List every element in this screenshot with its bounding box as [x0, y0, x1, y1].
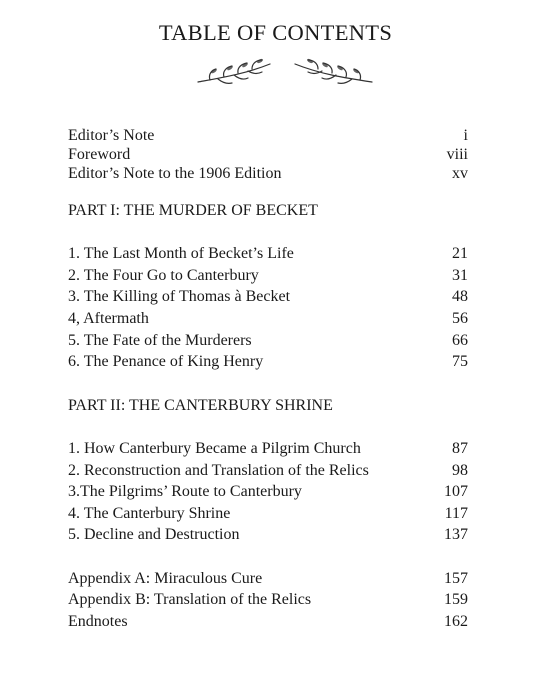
toc-entry-page: 56 [452, 310, 468, 327]
toc-entry-page: xv [452, 165, 468, 182]
toc-entry[interactable] [68, 525, 468, 545]
toc-entry-label: 5. Decline and Destruction [68, 526, 240, 543]
toc-entry-page: 117 [444, 505, 468, 522]
toc-entry[interactable] [68, 590, 468, 610]
toc-entry-label: 6. The Penance of King Henry [68, 353, 264, 370]
toc-entry[interactable] [68, 331, 468, 351]
toc-entry-label: Foreword [68, 146, 131, 163]
toc-entry-label: 2. The Four Go to Canterbury [68, 267, 259, 284]
toc-entry-label: Appendix A: Miraculous Cure [68, 570, 263, 587]
toc-entry[interactable] [68, 126, 468, 146]
toc-entry-page: viii [446, 146, 468, 163]
toc-entry[interactable] [68, 461, 468, 481]
toc-entry-label: 3.The Pilgrims’ Route to Canterbury [68, 483, 302, 500]
toc-entry-page: 21 [452, 245, 468, 262]
toc-entry-label: 1. The Last Month of Becket’s Life [68, 245, 294, 262]
toc-entry-page: i [463, 127, 468, 144]
toc-entry[interactable] [68, 164, 468, 184]
leaf-vine-divider-icon [190, 52, 380, 90]
toc-entry-label: Editor’s Note [68, 127, 155, 144]
toc-entry-page: 157 [444, 570, 468, 587]
toc-entry-label: 3. The Killing of Thomas à Becket [68, 288, 291, 305]
toc-entry[interactable] [68, 145, 468, 165]
toc-entry-page: 48 [452, 288, 468, 305]
toc-entry-label: Appendix B: Translation of the Relics [68, 591, 312, 608]
toc-entry-page: 87 [452, 440, 468, 457]
toc-entry[interactable] [68, 287, 468, 307]
toc-entry-label: 4. The Canterbury Shrine [68, 505, 231, 522]
toc-entry-label: 4, Aftermath [68, 310, 149, 327]
toc-entry-page: 75 [452, 353, 468, 370]
toc-entry[interactable] [68, 482, 468, 502]
part-heading: PART II: THE CANTERBURY SHRINE [68, 397, 333, 414]
toc-entry-label: Endnotes [68, 613, 128, 630]
toc-entry-page: 162 [444, 613, 468, 630]
page-title: TABLE OF CONTENTS [158, 20, 393, 45]
toc-entry[interactable] [68, 309, 468, 329]
toc-entry-page: 66 [452, 332, 468, 349]
toc-entry[interactable] [68, 439, 468, 459]
toc-entry-page: 137 [444, 526, 468, 543]
toc-entry[interactable] [68, 612, 468, 632]
toc-entry[interactable] [68, 244, 468, 264]
toc-entry-label: 2. Reconstruction and Translation of the Relics [68, 462, 369, 479]
toc-entry-label: Editor’s Note to the 1906 Edition [68, 165, 282, 182]
toc-entry-label: 5. The Fate of the Murderers [68, 332, 252, 349]
toc-entry[interactable] [68, 569, 468, 589]
toc-entry[interactable] [68, 266, 468, 286]
toc-entry-page: 107 [444, 483, 468, 500]
part-heading: PART I: THE MURDER OF BECKET [68, 202, 318, 219]
toc-entry[interactable] [68, 504, 468, 524]
toc-entry-page: 159 [444, 591, 468, 608]
toc-entry[interactable] [68, 352, 468, 372]
toc-entry-page: 31 [452, 267, 468, 284]
toc-entry-page: 98 [452, 462, 468, 479]
toc-entry-label: 1. How Canterbury Became a Pilgrim Church [68, 440, 361, 457]
